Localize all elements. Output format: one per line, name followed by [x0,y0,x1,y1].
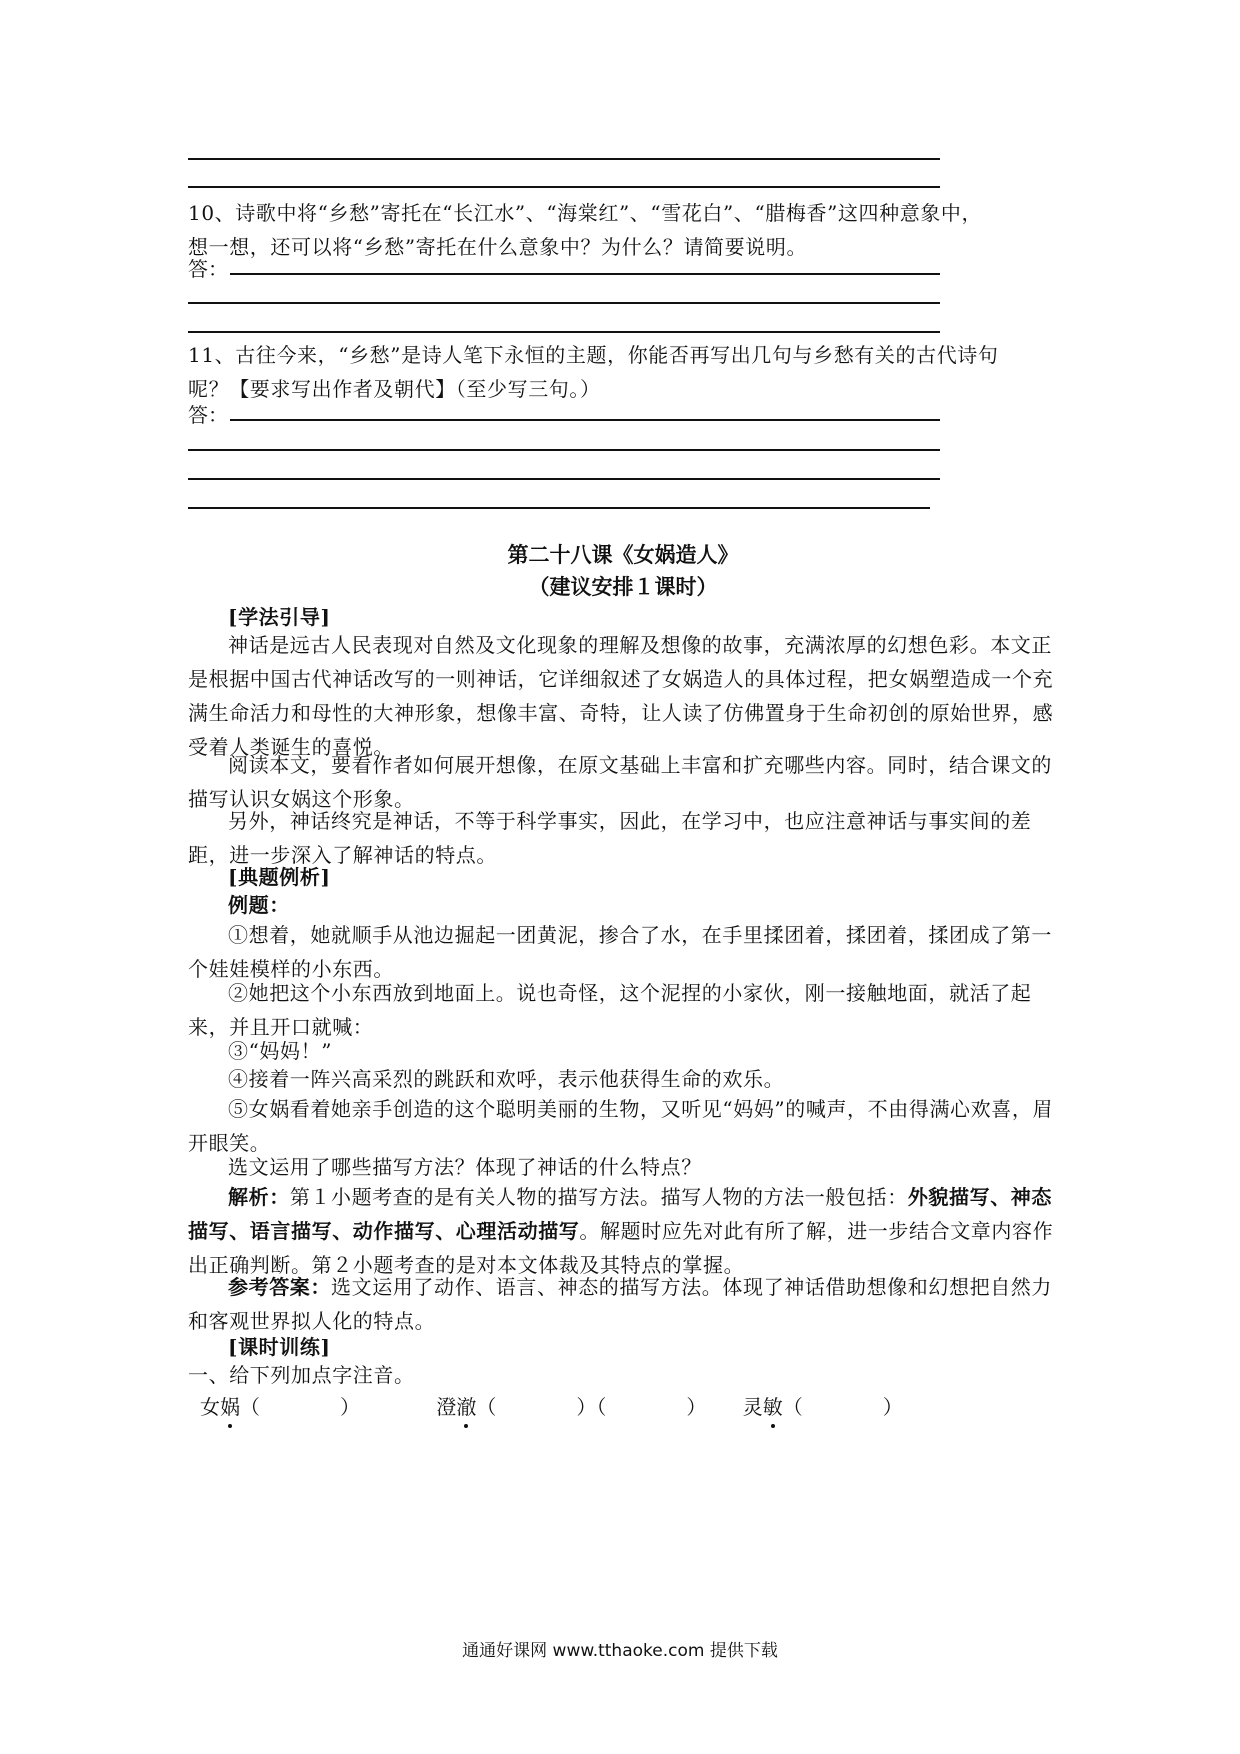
answer-line[interactable] [188,507,930,509]
training-question-1: 一、给下列加点字注音。 [188,1363,415,1387]
reference-answer-text: 选文运用了动作、语言、神态的描写方法。体现了神话借助想像和幻想把自然力和客观世界拟人化的特点。 [188,1275,1052,1333]
pinyin-blank[interactable]: （ ） [782,1395,903,1419]
answer-label-11: 答： [188,403,228,427]
pinyin-item-3: 灵敏（ ） [743,1390,943,1424]
example-sentence-3: ③“妈妈！” [228,1039,333,1063]
answer-line[interactable] [188,449,940,451]
pinyin-items [200,1390,1060,1424]
question-10-line-2: 想一想，还可以将“乡愁”寄托在什么意象中？为什么？请简要说明。 [188,235,808,259]
answer-line-11[interactable] [230,419,940,421]
section-heading-training: [课时训练] [228,1335,331,1359]
section-heading-guide: [学法引导] [228,605,331,629]
question-11-line-2: 呢？【要求写出作者及朝代】（至少写三句。） [188,377,601,401]
analysis-text-a: 第１小题考查的是有关人物的描写方法。描写人物的方法一般包括： [289,1185,908,1209]
dotted-character: 澈 [456,1390,476,1424]
guide-paragraph-3: 另外，神话终究是神话，不等于科学事实，因此，在学习中，也应注意神话与事实间的差距，进一步深入了解神话的特点。 [188,809,1032,867]
section-heading-example: [典题例析] [228,865,331,889]
pinyin-item-2: 澄澈（ ）（ ） [436,1390,736,1424]
pinyin-item-1: 女娲（ ） [200,1390,430,1424]
guide-paragraph-2: 阅读本文，要看作者如何展开想像，在原文基础上丰富和扩充哪些内容。同时，结合课文的描写认识女娲这个形象。 [188,753,1052,811]
reference-answer-label: 参考答案： [228,1275,331,1299]
example-question: 选文运用了哪些描写方法？体现了神话的什么特点？ [228,1155,702,1179]
example-sentence-5: ⑤女娲看着她亲手创造的这个聪明美丽的生物，又听见“妈妈”的喊声，不由得满心欢喜，眉开眼笑。 [188,1097,1054,1155]
answer-line[interactable] [188,302,940,304]
analysis-text-b: 。解题时应先对此有所了解，进一步结合文章内容作出正确判断。第２小题考查的是对本文体裁及其特点的掌握。 [188,1219,1054,1277]
dotted-character: 娲 [220,1390,240,1424]
pinyin-blank[interactable]: （ ） [240,1395,360,1419]
example-sentence-2: ②她把这个小东西放到地面上。说也奇怪，这个泥捏的小家伙，刚一接触地面，就活了起来，并且开口就喊： [188,981,1032,1039]
example-sentence-4: ④接着一阵兴高采烈的跳跃和欢呼，表示他获得生命的欢乐。 [228,1067,785,1091]
answer-line[interactable] [188,478,940,480]
analysis-paragraph [188,1180,1058,1282]
lesson-subtitle: （建议安排１课时） [528,574,718,599]
answer-label-10: 答： [188,257,228,281]
guide-paragraph-1: 神话是远古人民表现对自然及文化现象的理解及想像的故事，充满浓厚的幻想色彩。本文正是根据中国古代神话改写的一则神话，它详细叙述了女娲造人的具体过程，把女娲塑造成一个充满生命活力和母性的大神形象，想像丰富、奇特，让人读了仿佛置身于生命初创的原始世界，感受着人类诞生的喜悦。 [188,633,1054,759]
page-footer: 通通好课网 www.tthaoke.com 提供下载 [462,1641,778,1661]
question-10-line-1: 10、诗歌中将“乡愁”寄托在“长江水”、“海棠红”、“雪花白”、“腊梅香”这四种意象中， [188,201,983,225]
answer-line [188,158,940,160]
analysis-label: 解析： [228,1185,290,1209]
example-label: 例题： [228,893,290,917]
answer-paragraph [188,1270,1058,1338]
pinyin-blank[interactable]: （ ）（ ） [476,1395,707,1419]
lesson-title: 第二十八课《女娲造人》 [507,542,739,567]
example-sentence-1: ①想着，她就顺手从池边掘起一团黄泥，掺合了水，在手里揉团着，揉团着，揉团成了第一个娃娃模样的小东西。 [188,923,1052,981]
dotted-character: 敏 [763,1390,783,1424]
answer-line-10[interactable] [230,273,940,275]
answer-line[interactable] [188,331,940,333]
question-11-line-1: 11、古往今来，“乡愁”是诗人笔下永恒的主题，你能否再写出几句与乡愁有关的古代诗句 [188,343,999,367]
analysis-text-bold: 外貌描写、神态描写、语言描写、动作描写、心理活动描写 [188,1185,1053,1243]
answer-line [188,186,940,188]
